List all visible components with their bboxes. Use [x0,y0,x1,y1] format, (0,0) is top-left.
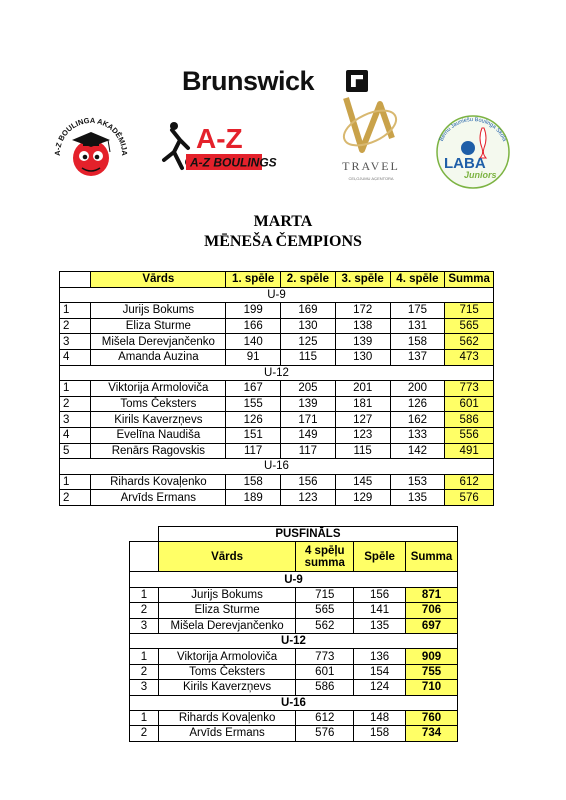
header-cell: 3. spēle [335,272,390,288]
game4-cell: 135 [390,490,445,506]
name-cell: Amanda Auzina [91,349,226,365]
game-cell: 136 [354,649,406,664]
monthly-results-table [59,271,494,506]
table-header-row [60,272,494,288]
rank-cell: 1 [60,474,91,490]
game-cell: 141 [354,603,406,618]
total-cell: 755 [406,664,458,679]
header-cell-empty [130,542,159,572]
total-cell: 734 [406,726,458,741]
name-cell: Arvīds Ermans [158,726,296,741]
total-cell: 706 [406,603,458,618]
game4-cell: 126 [390,396,445,412]
name-cell: Jurijs Bokums [91,303,226,319]
table-row [130,649,458,664]
table-row [60,318,494,334]
group-row [60,287,494,303]
semifinal-title: PUSFINĀLS [158,527,457,542]
game3-cell: 127 [335,412,390,428]
rank-cell: 5 [60,443,91,459]
game4-cell: 175 [390,303,445,319]
total-cell: 871 [406,587,458,602]
table-row [60,334,494,350]
name-cell: Rihards Kovaļenko [158,710,296,725]
four-game-sum-cell: 562 [296,618,354,633]
svg-text:Bērnu Jauniešu Boulinga Skola: Bērnu Jauniešu Boulinga Skola [438,116,508,143]
game2-cell: 205 [281,381,336,397]
game1-cell: 166 [226,318,281,334]
table-row [60,474,494,490]
total-cell: 773 [445,381,494,397]
game1-cell: 158 [226,474,281,490]
game3-cell: 130 [335,349,390,365]
name-cell: Rihards Kovaļenko [91,474,226,490]
game3-cell: 138 [335,318,390,334]
az-boulings-logo [160,118,277,174]
game2-cell: 123 [281,490,336,506]
header-cell: 1. spēle [226,272,281,288]
az-akademija-logo [52,110,130,188]
table-header-row [130,542,458,572]
game2-cell: 139 [281,396,336,412]
header-cell-empty [130,527,159,542]
four-game-sum-cell: 612 [296,710,354,725]
game2-cell: 130 [281,318,336,334]
rank-cell: 2 [60,318,91,334]
header-cell: Vārds [91,272,226,288]
rank-cell: 2 [60,396,91,412]
total-cell: 715 [445,303,494,319]
table-row [130,587,458,602]
name-cell: Toms Čeksters [158,664,296,679]
rank-cell: 1 [60,381,91,397]
header-cell: 4 spēļu summa [296,542,354,572]
header-cell: Summa [406,542,458,572]
header-cell: Spēle [354,542,406,572]
game2-cell: 115 [281,349,336,365]
total-cell: 556 [445,427,494,443]
name-cell: Viktorija Armoloviča [158,649,296,664]
game2-cell: 156 [281,474,336,490]
rank-cell: 2 [130,603,159,618]
svg-text:A-Z: A-Z [196,123,243,154]
group-row [130,633,458,648]
svg-text:LABA: LABA [444,155,486,172]
header-cell: 2. spēle [281,272,336,288]
header-cell: 4. spēle [390,272,445,288]
game2-cell: 149 [281,427,336,443]
game2-cell: 171 [281,412,336,428]
total-cell: 601 [445,396,494,412]
travel-agency-logo [332,94,410,184]
game2-cell: 125 [281,334,336,350]
rank-cell: 1 [130,649,159,664]
four-game-sum-cell: 565 [296,603,354,618]
header-cell-empty [60,272,91,288]
name-cell: Eliza Sturme [91,318,226,334]
table-row [60,349,494,365]
brunswick-emblem-icon [346,70,368,92]
four-game-sum-cell: 715 [296,587,354,602]
group-label: U-16 [130,695,458,710]
game1-cell: 189 [226,490,281,506]
name-cell: Jurijs Bokums [158,587,296,602]
rank-cell: 2 [60,490,91,506]
table-row [130,680,458,695]
group-label: U-9 [60,287,494,303]
svg-text:TRAVEL: TRAVEL [342,159,400,173]
page-title-month: MARTA [253,213,313,230]
game-cell: 158 [354,726,406,741]
total-cell: 565 [445,318,494,334]
table-row [60,490,494,506]
rank-cell: 4 [60,349,91,365]
game3-cell: 201 [335,381,390,397]
page-title-champions: MĒNEŠA ČEMPIONS [204,233,362,250]
table-title-row [130,527,458,542]
rank-cell: 3 [130,618,159,633]
table-row [130,710,458,725]
rank-cell: 3 [130,680,159,695]
game1-cell: 126 [226,412,281,428]
rank-cell: 1 [130,710,159,725]
game-cell: 124 [354,680,406,695]
total-cell: 697 [406,618,458,633]
rank-cell: 1 [60,303,91,319]
total-cell: 710 [406,680,458,695]
name-cell: Kirils Kaverzņevs [158,680,296,695]
total-cell: 760 [406,710,458,725]
name-cell: Viktorija Armoloviča [91,381,226,397]
game4-cell: 158 [390,334,445,350]
total-cell: 576 [445,490,494,506]
svg-text:CEĻOJUMU AĢENTŪRA: CEĻOJUMU AĢENTŪRA [348,176,394,181]
group-label: U-12 [60,365,494,381]
table-row [130,726,458,741]
rank-cell: 2 [130,664,159,679]
game1-cell: 167 [226,381,281,397]
rank-cell: 2 [130,726,159,741]
group-row [60,365,494,381]
name-cell: Mišela Derevjančenko [91,334,226,350]
game4-cell: 131 [390,318,445,334]
semifinal-table [129,526,458,742]
table-row [60,412,494,428]
laba-juniors-logo [432,108,514,190]
name-cell: Evelīna Naudiša [91,427,226,443]
game3-cell: 115 [335,443,390,459]
four-game-sum-cell: 576 [296,726,354,741]
group-label: U-9 [130,572,458,587]
game4-cell: 137 [390,349,445,365]
name-cell: Kirils Kaverzņevs [91,412,226,428]
group-label: U-12 [130,633,458,648]
game2-cell: 169 [281,303,336,319]
game4-cell: 142 [390,443,445,459]
game1-cell: 155 [226,396,281,412]
game3-cell: 181 [335,396,390,412]
game-cell: 148 [354,710,406,725]
game-cell: 156 [354,587,406,602]
total-cell: 562 [445,334,494,350]
four-game-sum-cell: 586 [296,680,354,695]
table-row [60,427,494,443]
game2-cell: 117 [281,443,336,459]
total-cell: 612 [445,474,494,490]
game1-cell: 117 [226,443,281,459]
total-cell: 473 [445,349,494,365]
group-row [130,695,458,710]
total-cell: 909 [406,649,458,664]
svg-text:Juniors: Juniors [464,170,497,180]
game3-cell: 172 [335,303,390,319]
group-row [130,572,458,587]
rank-cell: 3 [60,334,91,350]
rank-cell: 4 [60,427,91,443]
table-row [60,381,494,397]
svg-text:A-Z BOULINGS: A-Z BOULINGS [190,155,277,170]
brunswick-logo: Brunswick [182,66,315,96]
name-cell: Toms Čeksters [91,396,226,412]
four-game-sum-cell: 773 [296,649,354,664]
name-cell: Mišela Derevjančenko [158,618,296,633]
game4-cell: 162 [390,412,445,428]
table-row [60,396,494,412]
game1-cell: 199 [226,303,281,319]
total-cell: 491 [445,443,494,459]
table-row [130,603,458,618]
name-cell: Renārs Ragovskis [91,443,226,459]
rank-cell: 3 [60,412,91,428]
game1-cell: 151 [226,427,281,443]
game-cell: 154 [354,664,406,679]
four-game-sum-cell: 601 [296,664,354,679]
svg-text:A-Z BOULINGA AKADĒMIJA: A-Z BOULINGA AKADĒMIJA [52,115,130,156]
game4-cell: 200 [390,381,445,397]
rank-cell: 1 [130,587,159,602]
total-cell: 586 [445,412,494,428]
game1-cell: 91 [226,349,281,365]
table-row [130,618,458,633]
name-cell: Arvīds Ermans [91,490,226,506]
game3-cell: 123 [335,427,390,443]
game4-cell: 133 [390,427,445,443]
header-cell: Vārds [158,542,296,572]
game3-cell: 139 [335,334,390,350]
game3-cell: 129 [335,490,390,506]
name-cell: Eliza Sturme [158,603,296,618]
table-row [60,303,494,319]
game4-cell: 153 [390,474,445,490]
game3-cell: 145 [335,474,390,490]
table-row [60,443,494,459]
group-row [60,459,494,475]
game-cell: 135 [354,618,406,633]
game1-cell: 140 [226,334,281,350]
header-cell: Summa [445,272,494,288]
table-row [130,664,458,679]
group-label: U-16 [60,459,494,475]
